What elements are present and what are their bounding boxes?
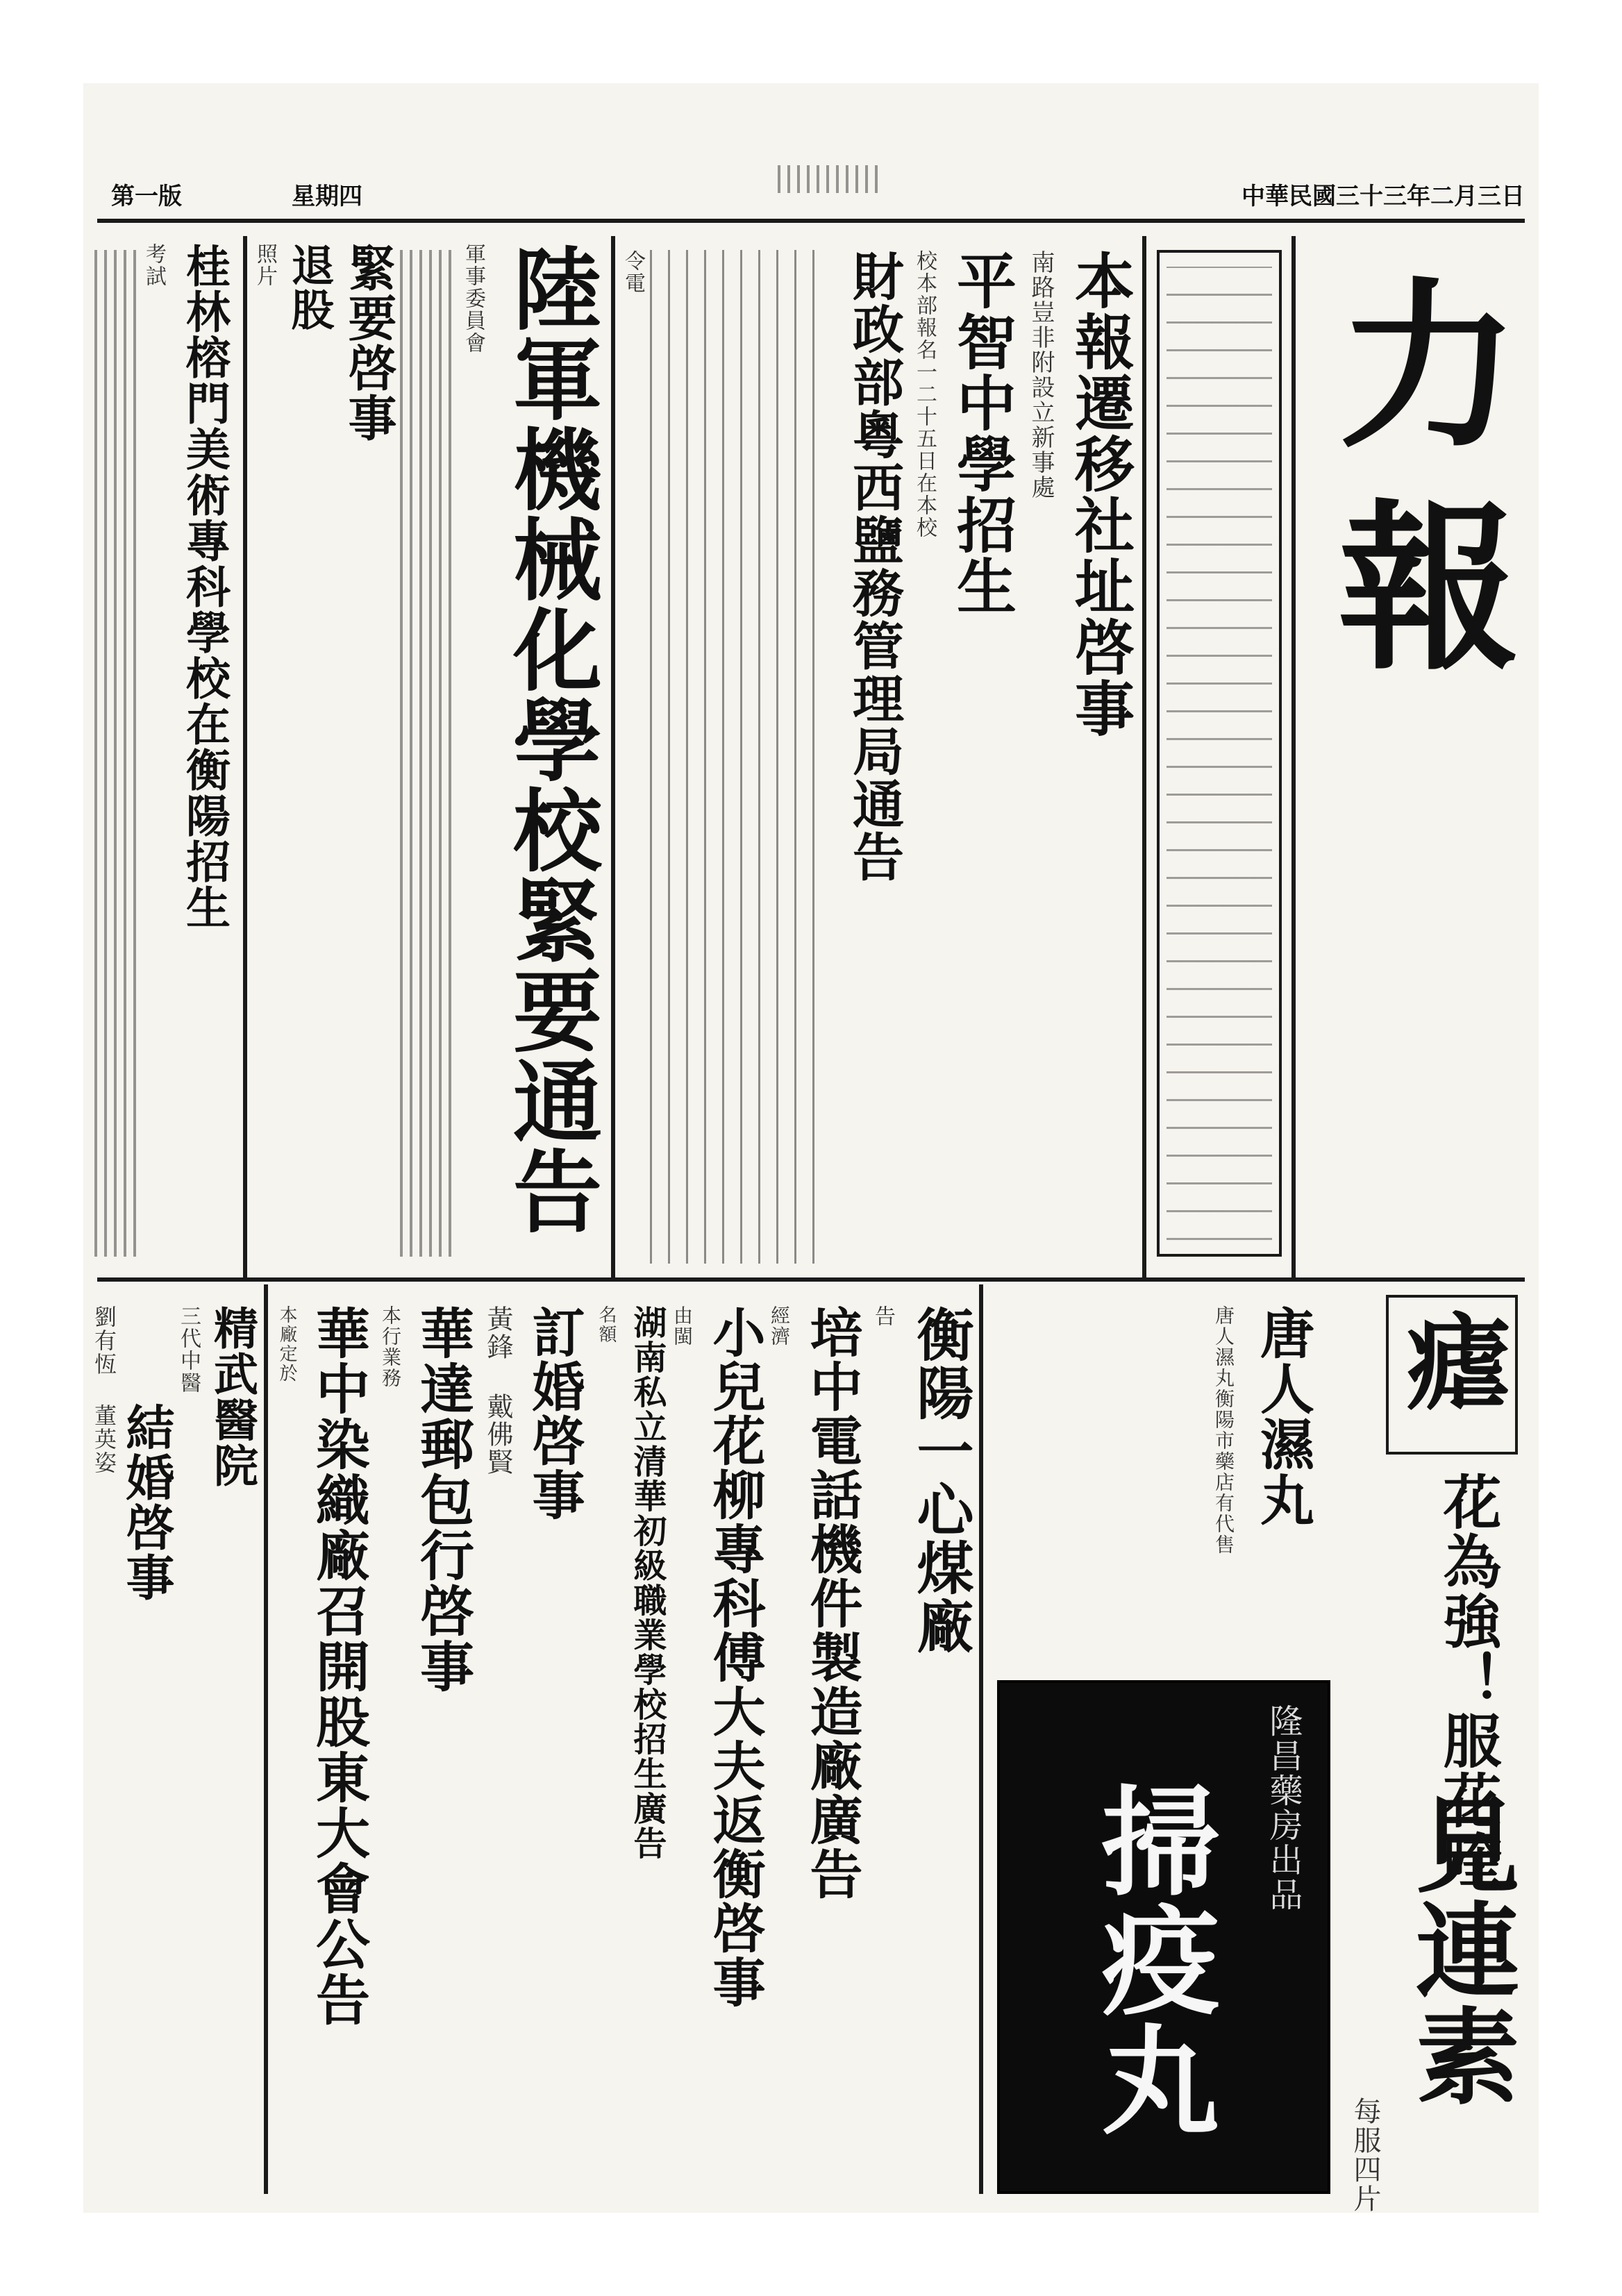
bottom-divider-2 [264, 1284, 268, 2194]
table-divider [1142, 236, 1146, 1277]
qinghua-text: 名額 [596, 1305, 617, 1344]
hengyang-title: 衡陽一心煤廠 [908, 1305, 974, 1655]
malaria-sub: 花為強！服花喹 [1434, 1472, 1503, 1890]
hengyang-text: 告 [871, 1305, 895, 1327]
newspaper-page [83, 83, 1539, 2213]
marriage-names: 劉有恆 董英姿 [91, 1305, 117, 1475]
malaria-badge-text: 瘧 [1388, 1308, 1510, 1414]
pediatric-title: 小兒花柳專科傅大夫返衡啓事 [704, 1305, 766, 2009]
peizhong-text: 經濟 [768, 1305, 791, 1347]
jianlian-note: 每服四片 [1349, 2097, 1381, 2213]
finance-text: 令電 [621, 250, 645, 294]
date-line: 中華民國三十三年二月三日 [1241, 183, 1525, 210]
guilin-body [94, 250, 136, 1257]
masthead-title: 力報 [1308, 271, 1520, 715]
header-ornament [778, 165, 882, 193]
header-rule [97, 219, 1525, 223]
saoyi-ad [997, 1680, 1330, 2194]
stock-text: 照片 [253, 243, 277, 287]
tangren-title: 唐人濕丸 [1251, 1305, 1314, 1527]
army-body [400, 250, 455, 1257]
saoyi-title: 掃疫丸 [1081, 1780, 1220, 2138]
engagement1-names: 黃鋒 戴佛賢 [483, 1305, 513, 1476]
jingwu-title: 精武醫院 [206, 1305, 258, 1489]
army-title: 陸軍機械化學校緊要通告 [498, 243, 602, 1236]
marriage-title: 結婚啓事 [118, 1402, 176, 1602]
mid-rule [97, 1277, 1525, 1282]
relocation-title: 本報遷移社址啓事 [1064, 250, 1135, 739]
qinghua-title: 湖南私立清華初級職業學校招生廣告 [628, 1305, 667, 1861]
finance-title: 財政部粵西鹽務管理局通告 [844, 250, 904, 883]
stock-sub: 退股 [284, 243, 335, 332]
pediatric-text: 由閩 [671, 1305, 694, 1347]
price-table [1157, 250, 1282, 1257]
huazhong-text: 本廠定於 [276, 1305, 297, 1383]
huazhong-title: 華中染織廠召開股東大會公告 [307, 1305, 370, 2027]
army-divider [611, 236, 615, 1277]
saoyi-banner: 隆昌藥房出品 [1264, 1704, 1303, 1912]
huada-text: 本行業務 [379, 1305, 402, 1389]
pingzhi-title: 平智中學招生 [946, 250, 1017, 617]
masthead-divider [1291, 236, 1296, 1277]
finance-body [650, 250, 830, 1264]
army-text: 軍事委員會 [461, 243, 485, 354]
huada-title: 華達郵包行啓事 [411, 1305, 474, 1694]
peizhong-title: 培中電話機件製造廠廣告 [801, 1305, 863, 1901]
guilin-text: 考試 [142, 243, 166, 287]
guilin-title: 桂林榕門美術專科學校在衡陽招生 [178, 243, 231, 930]
relocation-text: 南路豈非附設立新事處 [1027, 250, 1055, 500]
jianlian-title: 見連素 [1398, 1791, 1520, 2108]
guilin-divider [243, 236, 247, 1277]
weekday-line: 星期四 [292, 183, 362, 210]
pingzhi-text: 校本部報名一二十五日在本校 [912, 250, 937, 539]
malaria-badge [1386, 1295, 1518, 1455]
bottom-divider-1 [979, 1284, 983, 2194]
page-number: 第一版 [111, 183, 182, 210]
stock-title: 緊要啓事 [340, 243, 398, 443]
jingwu-text: 三代中醫 [176, 1305, 201, 1394]
masthead-box [1296, 236, 1525, 1277]
tangren-text: 唐人濕丸衡陽市藥店有代售 [1212, 1305, 1235, 1555]
engagement1-title: 訂婚啓事 [524, 1305, 585, 1522]
